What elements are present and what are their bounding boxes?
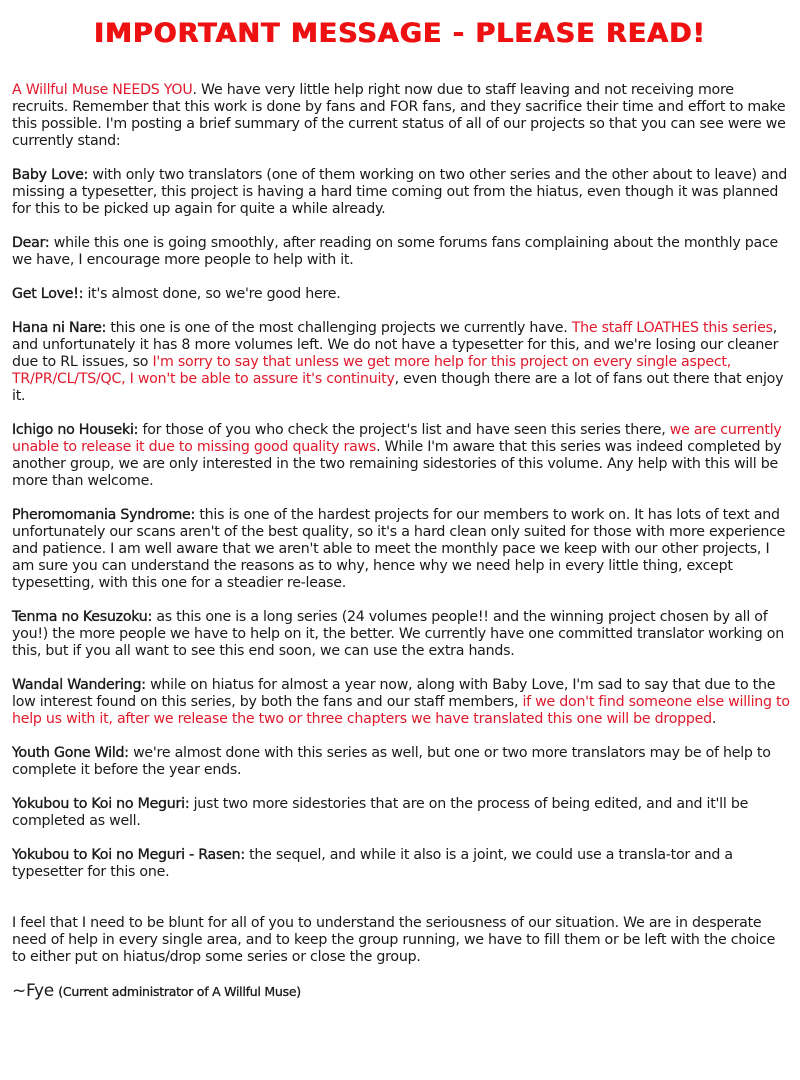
project-hana-ni-nare (12, 320, 792, 405)
project-highlight: I'm sorry to say that unless we get more help for this project on every single aspect, TR/PR/CL/TS/QC, I won't be able to assure it's continuity (12, 354, 732, 387)
message-body (12, 82, 792, 1018)
project-name: Baby Love: (12, 167, 89, 183)
project-get-love (12, 286, 792, 303)
intro-paragraph (12, 82, 792, 150)
project-highlight: The staff LOATHES this series (571, 320, 773, 336)
project-name: Hana ni Nare: (12, 320, 107, 336)
project-yokubou-rasen (12, 847, 792, 881)
project-name: Get Love!: (12, 286, 84, 302)
project-text: we're almost done with this series as well, but one or two more translators may be of help to complete it before the year ends. (12, 745, 771, 778)
project-text: this is one of the hardest projects for our members to work on. It has lots of text and unfortunately our scans aren't of the best quality, so it's a hard clean only suited for those with more experience and patience. I am well aware that we aren't able to meet the monthly pace we keep with our other projects, I am sure you can understand the reasons as to why, hence why we need help in every little thing, except typesetting, with this one for a steadier re-lease. (12, 507, 786, 591)
project-ichigo-no-houseki (12, 422, 792, 490)
project-name: Pheromomania Syndrome: (12, 507, 196, 523)
intro-text: . We have very little help right now due to staff leaving and not receiving more recruits. Remember that this work is done by fans and FOR fans, and they sacrifice their time and effort to make this possible. I'm posting a brief summary of the current status of all of our projects so that you can see were we currently stand: (12, 82, 786, 149)
project-name: Ichigo no Houseki: (12, 422, 139, 438)
project-text: as this one is a long series (24 volumes people!! and the winning project chosen by all of you!) the more people we have to help on it, the better. We currently have one committed translator working on this, but if you all want to see this end soon, we can use the extra hands. (12, 609, 784, 659)
project-pheromomania-syndrome (12, 507, 792, 592)
closing-paragraph: I feel that I need to be blunt for all of you to understand the seriousness of our situation. We are in desperate need of help in every single area, and to keep the group running, we have to fill them or be left with the choice to either put on hiatus/drop some series or close the group. (12, 915, 776, 965)
project-name: Dear: (12, 235, 50, 251)
project-text: with only two translators (one of them working on two other series and the other about to leave) and missing a typesetter, this project is having a hard time coming out from the hiatus, even though it was planned for this to be picked up again for quite a while already. (12, 167, 788, 217)
signature (12, 983, 792, 1001)
project-text: , and unfortunately it has 8 more volumes left. We do not have a typesetter for this, and we're losing our cleaner due to RL issues, so (12, 320, 779, 370)
project-wandal-wandering (12, 677, 792, 728)
project-text: it's almost done, so we're good here. (83, 286, 341, 302)
project-name: Wandal Wandering: (12, 677, 146, 693)
project-text: , even though there are a lot of fans out there that enjoy it. (12, 371, 784, 404)
project-name: Tenma no Kesuzoku: (12, 609, 153, 625)
project-name: Youth Gone Wild: (12, 745, 129, 761)
project-text: . (711, 711, 717, 727)
signature-note: (Current administrator of A Willful Muse) (58, 984, 301, 999)
project-dear (12, 235, 792, 269)
project-highlight: if we don't find someone else willing to help us with it, after we release the two or three chapters we have translated this one will be dropped (12, 694, 790, 727)
project-yokubou-to-koi-no-meguri (12, 796, 792, 830)
project-name: Yokubou to Koi no Meguri: (12, 796, 190, 812)
page-title: IMPORTANT MESSAGE - PLEASE READ! (94, 18, 706, 49)
signature-name: ~Fye (12, 981, 54, 1001)
intro-highlight: A Willful Muse NEEDS YOU (12, 82, 193, 98)
project-highlight: we are currently unable to release it due to missing good quality raws (12, 422, 782, 455)
project-text: while this one is going smoothly, after reading on some forums fans complaining about the monthly pace we have, I encourage more people to help with it. (12, 235, 778, 268)
project-text: . While I'm aware that this series was indeed completed by another group, we are only interested in the two remaining sidestories of this volume. Any help with this will be more than welcome. (12, 439, 782, 489)
project-baby-love (12, 167, 792, 218)
project-youth-gone-wild (12, 745, 792, 779)
project-text: while on hiatus for almost a year now, along with Baby Love, I'm sad to say that due to the low interest found on this series, by both the fans and our staff members, (12, 677, 776, 710)
project-name: Yokubou to Koi no Meguri - Rasen: (12, 847, 245, 863)
project-text: the sequel, and while it also is a joint, we could use a transla-tor and a typesetter for this one. (12, 847, 733, 880)
project-text: just two more sidestories that are on the process of being edited, and and it'll be completed as well. (12, 796, 749, 829)
project-text: this one is one of the most challenging projects we currently have. (106, 320, 572, 336)
project-tenma-no-kesuzoku (12, 609, 792, 660)
project-text: for those of you who check the project's list and have seen this series there, (138, 422, 670, 438)
